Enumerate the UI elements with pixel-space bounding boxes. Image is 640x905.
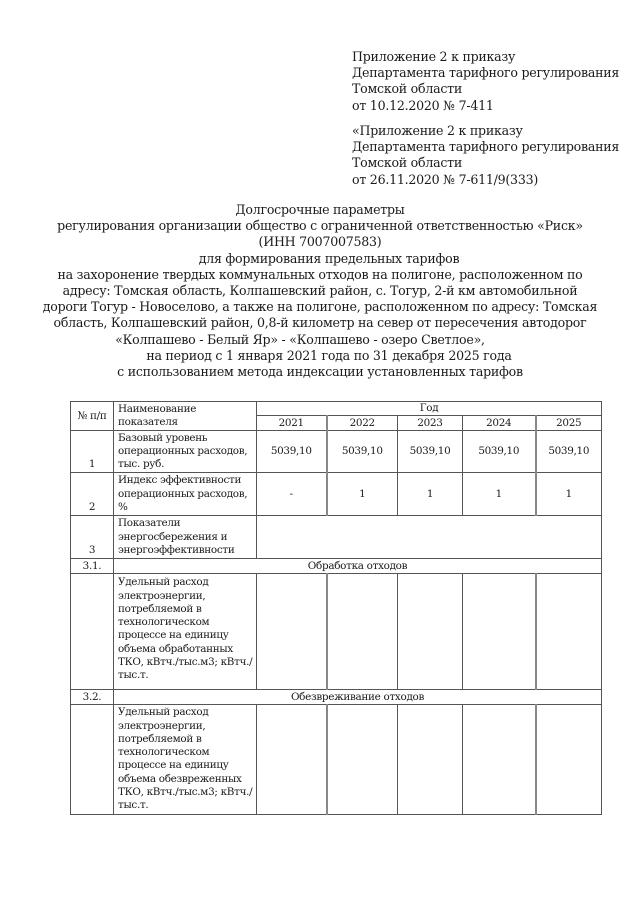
row-value: 5039,10 bbox=[463, 431, 536, 473]
annex-line: от 10.12.2020 № 7-411 bbox=[352, 97, 494, 113]
row-value: 1 bbox=[327, 473, 398, 516]
section-header-row bbox=[71, 690, 602, 705]
title-line: (ИНН 7007007583) bbox=[258, 234, 382, 250]
annex-line: Томской области bbox=[352, 155, 463, 171]
table-row bbox=[71, 574, 602, 690]
title-line: адресу: Томская область, Колпашевский район, с. Тогур, 2-й км автомобильной bbox=[62, 282, 578, 298]
row-value: 5039,10 bbox=[327, 431, 398, 473]
annex-line: Департамента тарифного регулирования bbox=[352, 65, 620, 81]
row-name: Удельный расход электроэнергии, потребляемой в технологическом процессе на единицу объема обработанных ТКО, кВтч./тыс.м3; кВтч./тыс.т. bbox=[114, 574, 257, 690]
row-name: Удельный расход электроэнергии, потребляемой в технологическом процессе на единицу объема обезвреженных ТКО, кВтч./тыс.м3; кВтч./тыс.т. bbox=[114, 705, 257, 815]
row-value bbox=[398, 574, 463, 690]
table-row bbox=[71, 705, 602, 815]
section-num: 3.2. bbox=[71, 690, 114, 705]
title-line: с использованием метода индексации установленных тарифов bbox=[117, 363, 523, 379]
row-value: - bbox=[257, 473, 327, 516]
row-value: 1 bbox=[463, 473, 536, 516]
annex-line: Томской области bbox=[352, 81, 463, 97]
row-value bbox=[463, 705, 536, 815]
row-value: 1 bbox=[398, 473, 463, 516]
row-name: Базовый уровень операционных расходов, тыс. руб. bbox=[114, 431, 257, 473]
annex-reference-previous bbox=[352, 123, 632, 188]
title-line: «Колпашево - Белый Яр» - «Колпашево - озеро Светлое», bbox=[115, 331, 485, 347]
title-line: область, Колпашевский район, 0,8-й километр на север от пересечения автодорог bbox=[53, 315, 587, 331]
parameters-table bbox=[70, 401, 602, 815]
row-num bbox=[71, 574, 114, 690]
row-value: 1 bbox=[536, 473, 602, 516]
row-value: 5039,10 bbox=[536, 431, 602, 473]
annex-line: от 26.11.2020 № 7-611/9(333) bbox=[352, 171, 539, 187]
row-value bbox=[536, 574, 602, 690]
annex-line: Приложение 2 к приказу bbox=[352, 49, 516, 64]
row-value-merged bbox=[257, 516, 602, 559]
row-value bbox=[257, 574, 327, 690]
header-num: № п/п bbox=[71, 402, 114, 431]
title-line: для формирования предельных тарифов bbox=[198, 250, 460, 266]
section-title: Обработка отходов bbox=[114, 559, 602, 574]
row-num: 2 bbox=[71, 473, 114, 516]
row-value: 5039,10 bbox=[398, 431, 463, 473]
title-line: дороги Тогур - Новоселово, а также на полигоне, расположенном по адресу: Томская bbox=[42, 299, 598, 315]
row-value bbox=[257, 705, 327, 815]
row-value bbox=[398, 705, 463, 815]
header-year: 2023 bbox=[398, 416, 463, 431]
annex-reference-current bbox=[352, 49, 632, 114]
annex-line: Департамента тарифного регулирования bbox=[352, 139, 620, 155]
row-value: 5039,10 bbox=[257, 431, 327, 473]
title-line: на захоронение твердых коммунальных отходов на полигоне, расположенном по bbox=[57, 266, 583, 282]
header-year: 2022 bbox=[327, 416, 398, 431]
row-name: Индекс эффективности операционных расходов, % bbox=[114, 473, 257, 516]
header-year: 2025 bbox=[536, 416, 602, 431]
section-header-row bbox=[71, 559, 602, 574]
table-row bbox=[71, 431, 602, 473]
header-year: 2021 bbox=[257, 416, 327, 431]
header-year: 2024 bbox=[463, 416, 536, 431]
row-num: 1 bbox=[71, 431, 114, 473]
table-row bbox=[71, 473, 602, 516]
table-header-row bbox=[71, 402, 602, 416]
title-line: Долгосрочные параметры bbox=[235, 202, 405, 217]
title-line: регулирования организации общество с ограниченной ответственностью «Риск» bbox=[57, 218, 583, 234]
section-num: 3.1. bbox=[71, 559, 114, 574]
header-name: Наименование показателя bbox=[114, 402, 257, 431]
row-value bbox=[536, 705, 602, 815]
title-line: на период с 1 января 2021 года по 31 декабря 2025 года bbox=[146, 347, 512, 363]
section-title: Обезвреживание отходов bbox=[114, 690, 602, 705]
row-value bbox=[327, 574, 398, 690]
row-value bbox=[463, 574, 536, 690]
row-value bbox=[327, 705, 398, 815]
row-num bbox=[71, 705, 114, 815]
table-row bbox=[71, 516, 602, 559]
header-year-group: Год bbox=[257, 402, 602, 416]
row-num: 3 bbox=[71, 516, 114, 559]
document-title bbox=[40, 202, 600, 380]
row-name: Показатели энергосбережения и энергоэффективности bbox=[114, 516, 257, 559]
annex-line: «Приложение 2 к приказу bbox=[352, 123, 523, 138]
